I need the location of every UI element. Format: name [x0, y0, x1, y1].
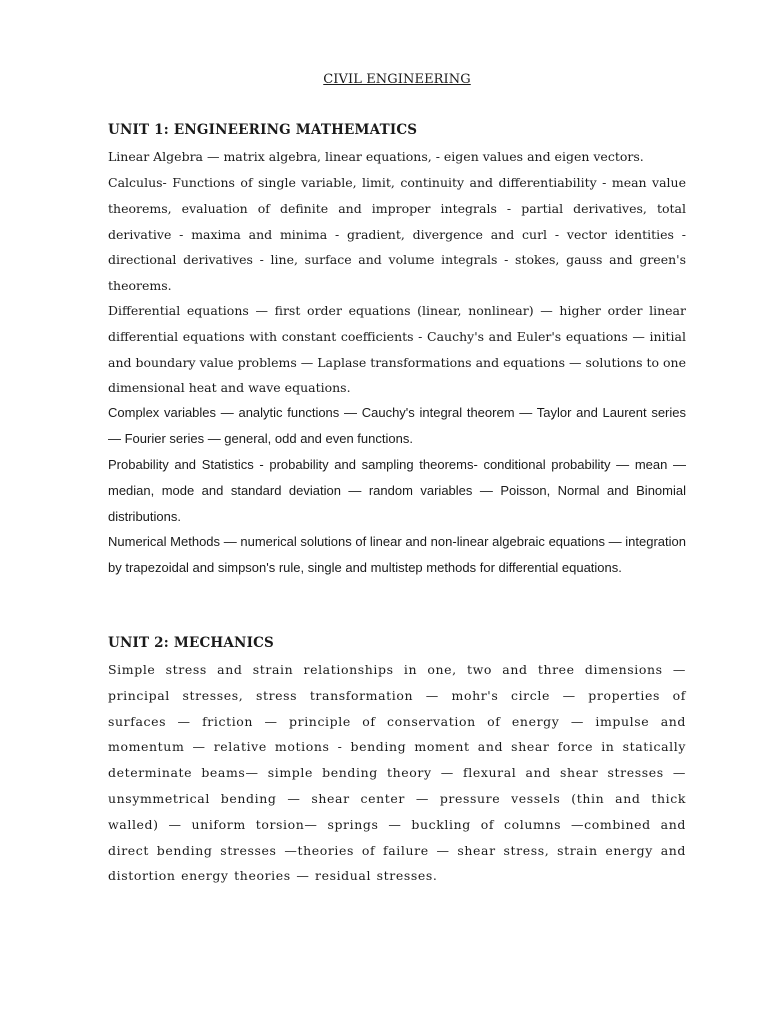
- unit-2-heading: UNIT 2: MECHANICS: [108, 635, 275, 651]
- unit-1-differential-equations: Differential equations — first order equations (linear, nonlinear) — higher order linear differential equations with constant coefficients - Cauchy's and Euler's equations — initial and boundary value problems — Laplase transformations and equations — solutions to one dimensional heat and wave equations.: [108, 303, 686, 396]
- unit-1-numerical-methods: Numerical Methods — numerical solutions of linear and non-linear algebraic equations — integration by trapezoidal and simpson's rule, single and multistep methods for differential equations.: [108, 534, 686, 575]
- unit-1-probability-statistics: Probability and Statistics - probability and sampling theorems- conditional probability — mean — median, mode and standard deviation — random variables — Poisson, Normal and Binomial distributions.: [108, 457, 686, 524]
- unit-2-mechanics-topics: Simple stress and strain relationships in one, two and three dimensions — principal stresses, stress transformation — mohr's circle — properties of surfaces — friction — principle of conservation of energy — impulse and momentum — relative motions - bending moment and shear force in statically determinate beams— simple bending theory — flexural and shear stresses — unsymmetrical bending — shear center — pressure vessels (thin and thick walled) — uniform torsion— springs — buckling of columns —combined and direct bending stresses —theories of failure — shear stress, strain energy and distortion energy theories — residual stresses.: [108, 662, 686, 884]
- document-title: CIVIL ENGINEERING: [323, 72, 471, 87]
- unit-1-linear-algebra: Linear Algebra — matrix algebra, linear equations, - eigen values and eigen vectors.: [108, 149, 644, 164]
- unit-1-complex-variables: Complex variables — analytic functions — Cauchy's integral theorem — Taylor and Laurent series — Fourier series — general, odd and even functions.: [108, 405, 686, 446]
- unit-1-calculus: Calculus- Functions of single variable, limit, continuity and differentiability - mean value theorems, evaluation of definite and improper integrals - partial derivatives, total derivative - maxima and minima - gradient, divergence and curl - vector identities - directional derivatives - line, surface and volume integrals - stokes, gauss and green's theorems.: [108, 175, 686, 294]
- unit-1-heading: UNIT 1: ENGINEERING MATHEMATICS: [108, 122, 418, 138]
- document-page: [108, 0, 686, 1024]
